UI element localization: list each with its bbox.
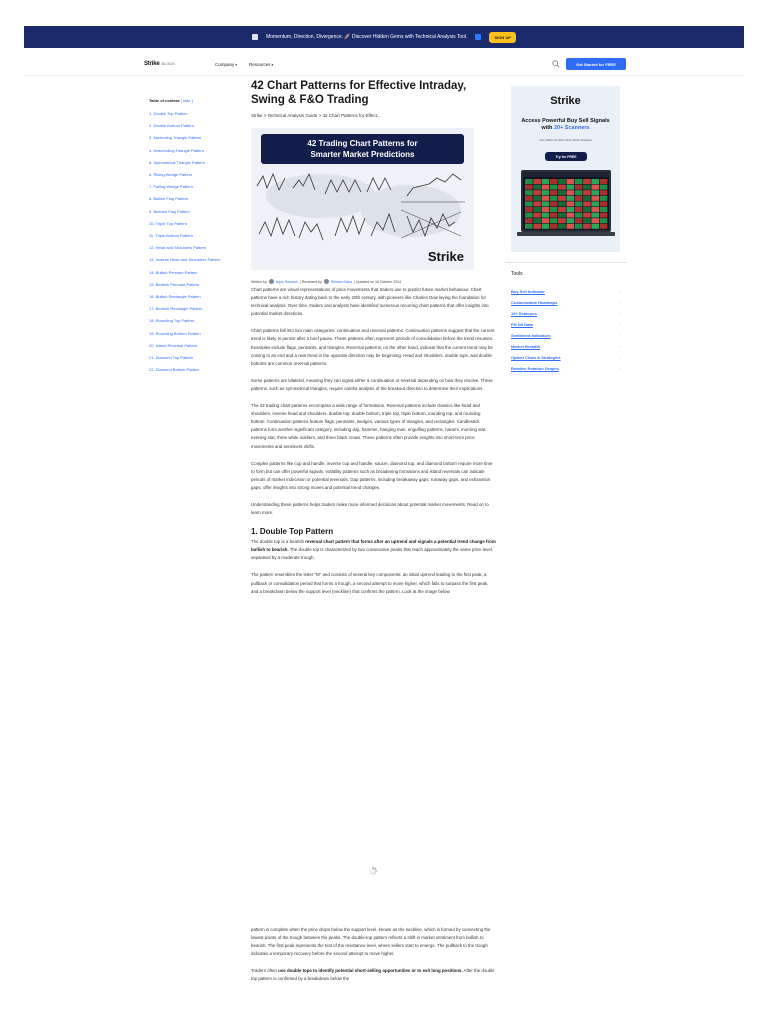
- heatmap-cell: [558, 196, 566, 201]
- heatmap-cell: [591, 201, 599, 206]
- promo-brand: Strike: [550, 95, 581, 107]
- double-top-p4-text-a: Traders often: [251, 968, 279, 974]
- heatmap-cell: [575, 201, 583, 206]
- tool-item[interactable]: [505, 330, 627, 341]
- banner-text: Momentum, Direction, Divergence. 🚀 Discover Hidden Gems with Technical Analysis Tool.: [266, 34, 468, 40]
- toc-title: Table of content: [149, 98, 180, 103]
- byline-reviewed-by: | Reviewed by: [299, 279, 322, 284]
- toc-hide-toggle[interactable]: [ hide ]: [180, 98, 193, 103]
- author-link[interactable]: Arjun Remesh: [275, 279, 298, 284]
- heatmap-cell: [583, 224, 591, 229]
- tool-link[interactable]: Buy Sell Indicator: [511, 289, 545, 294]
- loading-spinner-icon: [368, 866, 378, 876]
- double-top-paragraph-1: [251, 538, 496, 562]
- heatmap-cell: [533, 207, 541, 212]
- heatmap-cell: [583, 190, 591, 195]
- logo-text: Strike: [144, 61, 160, 67]
- toc-item[interactable]: 3. Ascending Triangle Pattern: [149, 135, 202, 141]
- toc-item[interactable]: 5. Symmetrical Triangle Pattern: [149, 159, 205, 165]
- double-top-paragraph-4: [251, 967, 496, 983]
- toc-item[interactable]: 2. Double Bottom Pattern: [149, 123, 194, 129]
- chevron-right-icon: ›: [619, 322, 621, 327]
- signup-button[interactable]: SIGN UP: [489, 32, 515, 43]
- tool-item[interactable]: [505, 308, 627, 319]
- promo-headline-text: Access Powerful Buy Sell Signals with: [521, 118, 610, 131]
- tools-list: [505, 286, 627, 374]
- tool-link[interactable]: Sentiment Indicators: [511, 333, 551, 338]
- heatmap-cell: [533, 179, 541, 184]
- heatmap-cell: [550, 201, 558, 206]
- byline: [251, 279, 496, 284]
- nav-resources-label: Resources: [249, 62, 271, 67]
- heatmap-cell: [525, 185, 533, 190]
- tool-link[interactable]: Option Chain & Strategies: [511, 355, 561, 360]
- heatmap-cell: [591, 190, 599, 195]
- reviewer-avatar: [324, 279, 329, 284]
- new-badge-icon: [475, 34, 481, 40]
- heatmap-cell: [542, 213, 550, 218]
- toc-list: [149, 111, 227, 372]
- hero-title-line2: Smarter Market Predictions: [310, 150, 415, 159]
- heatmap-cell: [542, 190, 550, 195]
- heatmap-cell: [533, 185, 541, 190]
- hero-title-line1: 42 Trading Chart Patterns for: [307, 139, 418, 148]
- heatmap-cell: [525, 207, 533, 212]
- intro-paragraph-1: Chart patterns are visual representations of price movements that traders use to predict future market behaviour. Chart patterns have a rich history dating back to the early 20th century, with pioneers like Charles Dow laying the foundation for technical analysis. Over time, traders and analysts have identified numerous recurring chart patterns that offer insights into potential market directions.: [251, 287, 489, 317]
- hero-title: [261, 134, 464, 164]
- double-top-p1-text-c: The double top is characterized by two consecutive peaks that reach approximately the same price level, separated by a moderate trough.: [251, 547, 494, 561]
- tools-panel: [505, 262, 627, 374]
- double-top-paragraph-3: pattern is complete when the price drops below the support level, known as the neckline, which is formed by connecting the lowest points of the trough between the peaks. The double-top pattern reflects a shift in market sentiment from bullish to bearish. The first peak represents the test of the resistance level, where sellers start to emerge. The pullback to the trough indicates a temporary recovery before the second attempt to move higher.: [251, 927, 491, 957]
- toc-item[interactable]: 15. Bearish Pennant Pattern: [149, 281, 200, 287]
- heatmap-cell: [583, 179, 591, 184]
- heatmap-cell: [533, 190, 541, 195]
- promo-headline-accent: 20+ Scanners: [553, 124, 590, 131]
- tool-item[interactable]: [505, 297, 627, 308]
- tool-item[interactable]: [505, 286, 627, 297]
- heatmap-cell: [567, 218, 575, 223]
- toc-item[interactable]: 8. Bullish Flag Pattern: [149, 196, 189, 202]
- heatmap-cell: [567, 190, 575, 195]
- intro-paragraph-5: Complex patterns like cup and handle, inverse cup and handle, saucer, diamond top, and diamond bottom require more time to form but can offer powerful signals. Volatility patterns such as broadening formations and island reversals can indicate periods of market indecision or potential reversals. Gap patterns, including breakaway gaps, runaway gaps, and exhaustion gaps, offer insights into strong moves and potential trend changes.: [251, 460, 493, 490]
- double-top-p1-bold: reversal chart pattern that forms after an uptrend and signals a potential trend change from bullish to bearish.: [251, 539, 496, 553]
- tool-item[interactable]: [505, 341, 627, 352]
- try-free-button[interactable]: Try for FREE: [545, 152, 587, 161]
- heatmap-cell: [591, 224, 599, 229]
- heatmap-cell: [525, 224, 533, 229]
- intro-paragraph-2: Chart patterns fall into two main categories: continuation and reversal patterns. Continuation patterns suggest that the current trend is likely to persist after a brief pause. These patterns often represent periods of consolidation before the trend resumes. Examples include flags, pennants, and triangles. Reversal patterns, on the other hand, indicate that the current trend may be coming to an end and a new trend in the opposite direction may be beginning. Head and shoulders, double tops, and double bottoms are common reversal patterns.: [251, 328, 495, 366]
- heatmap-cell: [542, 207, 550, 212]
- heatmap-cell: [525, 190, 533, 195]
- intro-paragraph-4: The 42 trading chart patterns encompass a wide range of formations. Reversal patterns include classics like head and shoulders, inverse head and shoulders, double top, double bottom, triple top, triple bottom, rounding top, and rounding bottom. Continuation patterns feature flags, pennants, wedges, various types of triangles, and rectangles. Candlestick patterns form another significant category, including doji, hammer, hanging man, engulfing patterns, harami, morning star, evening star, three white soldiers, and three black crows. These patterns often provide insights into short-term price movements and sentiment shifts.: [251, 403, 487, 449]
- heatmap-cell: [583, 213, 591, 218]
- heatmap-cell: [600, 207, 608, 212]
- heatmap-cell: [558, 190, 566, 195]
- toc-item[interactable]: 4. Descending Triangle Pattern: [149, 147, 204, 153]
- chevron-right-icon: ›: [619, 366, 621, 371]
- heatmap-cell: [583, 218, 591, 223]
- heatmap-cell: [567, 196, 575, 201]
- chevron-right-icon: ›: [619, 333, 621, 338]
- heatmap-screen-graphic: [523, 172, 609, 230]
- reviewer-link[interactable]: Shivam Gaba: [330, 279, 353, 284]
- heatmap-cell: [550, 213, 558, 218]
- table-of-contents: [149, 98, 227, 380]
- heatmap-cell: [558, 218, 566, 223]
- toc-item[interactable]: 20. Island Reversal Pattern: [149, 342, 198, 348]
- double-top-p4-text-c: After the double top pattern is confirmed by a breakdown below the: [251, 968, 495, 982]
- toc-item[interactable]: 16. Bullish Rectangle Pattern: [149, 294, 201, 300]
- toc-item[interactable]: 11. Triple Bottom Pattern: [149, 233, 193, 239]
- heatmap-cell: [542, 185, 550, 190]
- chevron-right-icon: ›: [619, 300, 621, 305]
- heatmap-cell: [575, 224, 583, 229]
- double-top-paragraph-2: The pattern resembles the letter "M" and consists of several key components: an initial uptrend leading to the first peak, a pullback or consolidation period that forms a trough, a second attempt to move higher, which fails to surpass the first peak, and a breakdown below the support level (neckline) that confirms the pattern. Look at the image below.: [251, 572, 489, 594]
- logo-suffix: BLOGS: [161, 62, 176, 66]
- heatmap-cell: [550, 207, 558, 212]
- promo-banner: [24, 26, 744, 48]
- byline-updated: | Updated on 16 October 2024: [354, 279, 402, 284]
- tool-link[interactable]: Customizable Heatmaps: [511, 300, 558, 305]
- intro-paragraph-6: Understanding these patterns helps traders make more informed decisions about potential market movements. Read on to learn more.: [251, 501, 489, 516]
- heatmap-cell: [575, 218, 583, 223]
- heatmap-cell: [600, 213, 608, 218]
- double-top-p4-bold: use double tops to identify potential short-selling opportunities or to exit long positions.: [278, 968, 463, 974]
- heatmap-cell: [575, 190, 583, 195]
- heatmap-cell: [558, 185, 566, 190]
- heatmap-cell: [583, 185, 591, 190]
- heatmap-cell: [525, 196, 533, 201]
- heatmap-cell: [567, 179, 575, 184]
- heatmap-cell: [525, 218, 533, 223]
- breadcrumb[interactable]: Strike > Technical Analysis Guide > 42 Chart Patterns for Effect...: [251, 113, 381, 118]
- nav-company-label: Company: [215, 62, 235, 67]
- heatmap-cell: [533, 201, 541, 206]
- laptop-stand-illustration: [517, 232, 615, 236]
- heatmap-cell: [542, 218, 550, 223]
- logo[interactable]: [144, 61, 175, 67]
- heatmap-cell: [533, 224, 541, 229]
- heatmap-cell: [558, 213, 566, 218]
- tool-link[interactable]: 15+ Scanners: [511, 311, 537, 316]
- chevron-right-icon: ›: [619, 355, 621, 360]
- heatmap-cell: [575, 185, 583, 190]
- heatmap-cell: [525, 201, 533, 206]
- toc-item[interactable]: 7. Falling Wedge Pattern: [149, 184, 193, 190]
- heatmap-cell: [575, 196, 583, 201]
- heatmap-cell: [542, 201, 550, 206]
- heatmap-cell: [600, 185, 608, 190]
- promo-card[interactable]: [511, 86, 620, 252]
- heatmap-cell: [550, 190, 558, 195]
- heatmap-cell: [550, 185, 558, 190]
- intro-paragraph-3: Some patterns are bilateral, meaning they can signal either a continuation or reversal depending on how they resolve. These patterns, such as symmetrical triangles, require careful analysis of the breakout direction to determine their implications.: [251, 377, 493, 391]
- heatmap-cell: [583, 196, 591, 201]
- toc-item[interactable]: 22. Diamond Bottom Pattern: [149, 367, 200, 373]
- promo-headline: [519, 118, 612, 131]
- top-nav: [24, 54, 744, 76]
- heatmap-cell: [525, 179, 533, 184]
- heatmap-cell: [550, 179, 558, 184]
- tools-title: Tools: [511, 271, 523, 277]
- heatmap-cell: [558, 179, 566, 184]
- toc-item[interactable]: 19. Rounding Bottom Pattern: [149, 330, 201, 336]
- heatmap-cell: [591, 196, 599, 201]
- toc-item[interactable]: 1. Double Top Pattern: [149, 111, 188, 116]
- toc-item[interactable]: 21. Diamond Top Pattern: [149, 355, 194, 361]
- heatmap-cell: [600, 218, 608, 223]
- toc-item[interactable]: 13. Inverse Head and Shoulders Pattern: [149, 257, 221, 263]
- hero-image: [251, 128, 474, 270]
- toc-item[interactable]: 10. Triple Top Pattern: [149, 220, 187, 226]
- heatmap-cell: [575, 207, 583, 212]
- heatmap-cell: [558, 224, 566, 229]
- heatmap-cell: [550, 218, 558, 223]
- double-top-p1-text-a: The double top is a bearish: [251, 539, 306, 545]
- tool-item[interactable]: [505, 352, 627, 363]
- heatmap-cell: [550, 224, 558, 229]
- heatmap-cell: [600, 224, 608, 229]
- toc-item[interactable]: 17. Bearish Rectangle Pattern: [149, 306, 203, 312]
- heatmap-cell: [558, 201, 566, 206]
- toc-item[interactable]: 6. Rising Wedge Pattern: [149, 172, 193, 178]
- section-heading-double-top: 1. Double Top Pattern: [251, 527, 334, 537]
- heatmap-cell: [567, 201, 575, 206]
- heatmap-cell: [542, 179, 550, 184]
- tool-link[interactable]: Relative Rotation Graphs: [511, 366, 559, 371]
- heatmap-cell: [542, 224, 550, 229]
- heatmap-cell: [600, 190, 608, 195]
- heatmap-cell: [591, 218, 599, 223]
- heatmap-cell: [591, 185, 599, 190]
- tool-item[interactable]: [505, 319, 627, 330]
- nav-resources[interactable]: [249, 62, 273, 67]
- heatmap-cell: [567, 207, 575, 212]
- hero-brand: Strike: [427, 249, 464, 264]
- heatmap-cell: [575, 213, 583, 218]
- heatmap-cell: [600, 196, 608, 201]
- double-top-continued: [251, 924, 496, 1000]
- laptop-screen-illustration: [521, 170, 611, 232]
- get-started-button[interactable]: Get Started for FREE: [566, 58, 626, 70]
- tool-item[interactable]: [505, 363, 627, 374]
- heatmap-cell: [533, 196, 541, 201]
- nav-company[interactable]: [215, 62, 237, 67]
- article: [251, 80, 496, 596]
- chevron-down-icon: ▾: [271, 63, 274, 67]
- heatmap-cell: [575, 179, 583, 184]
- heatmap-cell: [583, 201, 591, 206]
- heatmap-cell: [567, 185, 575, 190]
- heatmap-cell: [525, 213, 533, 218]
- heatmap-cell: [567, 224, 575, 229]
- heatmap-cell: [591, 179, 599, 184]
- search-icon[interactable]: [552, 60, 560, 68]
- chart-icon: [252, 34, 258, 40]
- promo-subtitle: Join Strike for All-in-One Stock Analysis: [539, 138, 592, 142]
- heatmap-cell: [591, 213, 599, 218]
- heatmap-cell: [558, 207, 566, 212]
- heatmap-cell: [591, 207, 599, 212]
- page-title: 42 Chart Patterns for Effective Intraday, Swing & F&O Trading: [251, 80, 467, 106]
- toc-item[interactable]: 14. Bullish Pennant Pattern: [149, 269, 198, 275]
- heatmap-cell: [583, 207, 591, 212]
- heatmap-cell: [600, 201, 608, 206]
- tool-link[interactable]: Market Breadth: [511, 344, 541, 349]
- chevron-right-icon: ›: [619, 311, 621, 316]
- chevron-right-icon: ›: [619, 289, 621, 294]
- toc-item[interactable]: 18. Rounding Top Pattern: [149, 318, 195, 324]
- heatmap-cell: [600, 179, 608, 184]
- heatmap-cell: [542, 196, 550, 201]
- toc-header: [149, 98, 227, 103]
- chevron-right-icon: ›: [619, 344, 621, 349]
- toc-item[interactable]: 12. Head and Shoulders Pattern: [149, 245, 207, 251]
- chevron-down-icon: ▾: [235, 63, 238, 67]
- heatmap-cell: [533, 218, 541, 223]
- heatmap-cell: [550, 196, 558, 201]
- author-avatar: [269, 279, 274, 284]
- heatmap-cell: [567, 213, 575, 218]
- heatmap-cell: [533, 213, 541, 218]
- byline-written-by: Written by: [251, 279, 267, 284]
- tool-link[interactable]: FII/ DII Data: [511, 322, 533, 327]
- toc-item[interactable]: 9. Bearish Flag Pattern: [149, 208, 190, 214]
